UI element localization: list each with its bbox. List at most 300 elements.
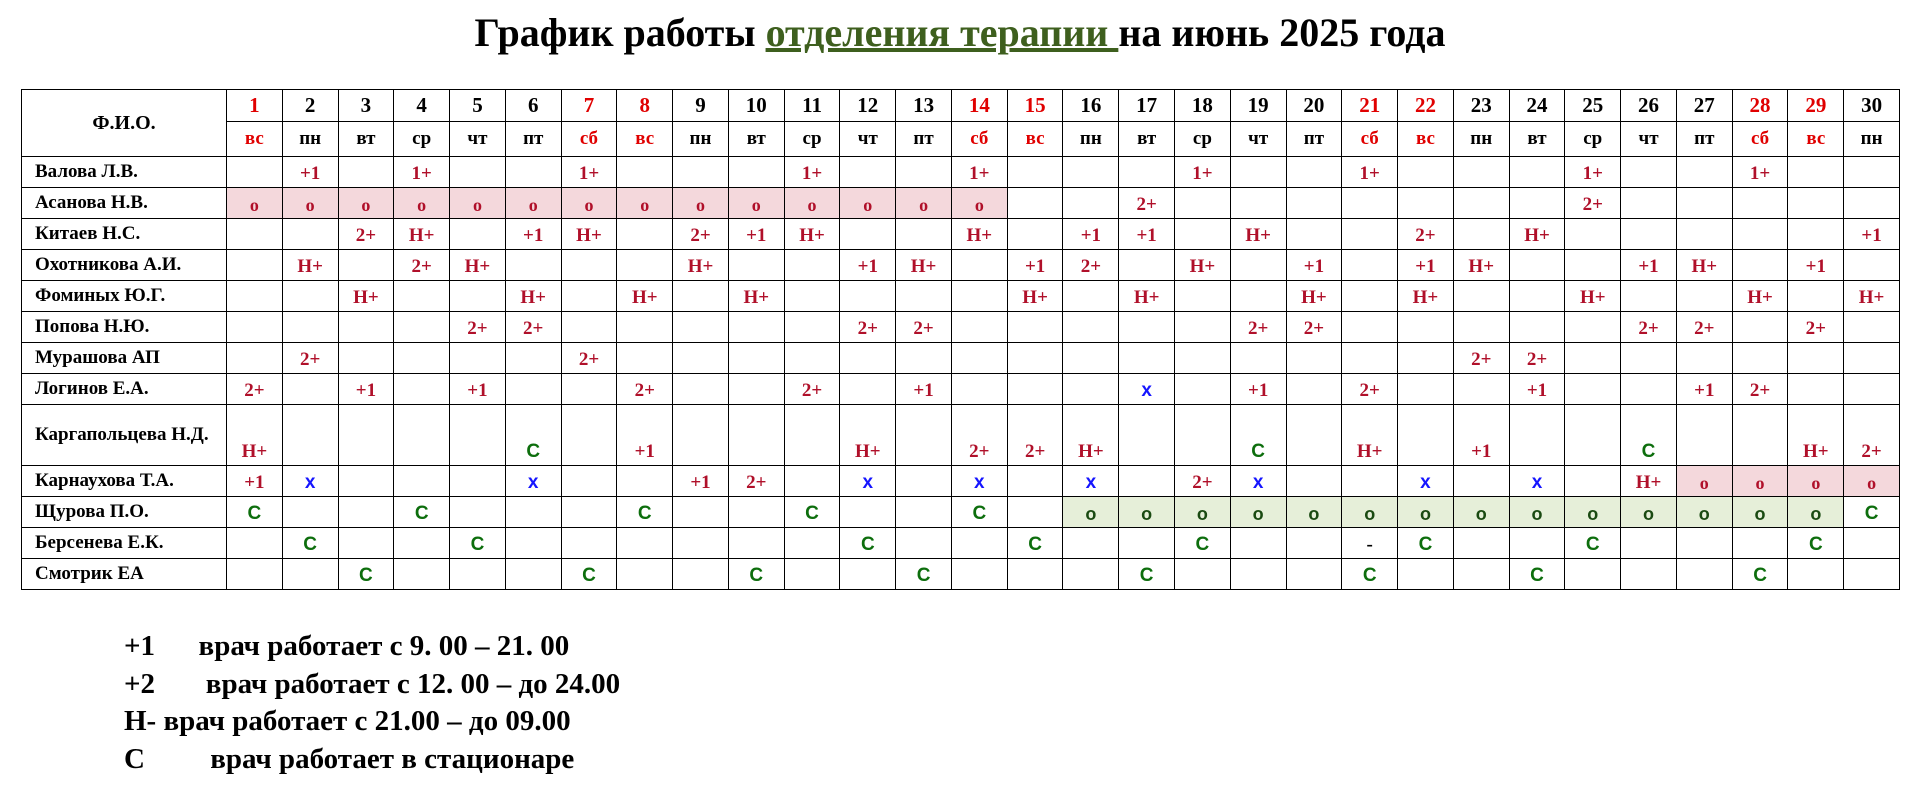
schedule-cell: Н+: [1509, 219, 1565, 250]
schedule-cell: [1844, 559, 1900, 590]
schedule-cell: [1844, 343, 1900, 374]
schedule-cell: [1286, 405, 1342, 466]
schedule-cell: Н+: [1063, 405, 1119, 466]
day-number-header: 15: [1007, 90, 1063, 122]
schedule-cell: [1063, 374, 1119, 405]
day-number-header: 10: [728, 90, 784, 122]
table-row: [22, 219, 1900, 250]
day-number-header: 5: [450, 90, 506, 122]
schedule-cell: [1844, 374, 1900, 405]
schedule-cell: [1621, 559, 1677, 590]
schedule-cell: [1063, 281, 1119, 312]
schedule-cell: 1+: [1175, 157, 1231, 188]
weekday-header: вс: [1007, 122, 1063, 157]
day-number-header: 4: [394, 90, 450, 122]
schedule-cell: 2+: [1565, 188, 1621, 219]
schedule-cell: Н+: [1175, 250, 1231, 281]
schedule-cell: [1732, 219, 1788, 250]
day-number-header: 30: [1844, 90, 1900, 122]
schedule-cell: [1286, 528, 1342, 559]
schedule-cell: +1: [1286, 250, 1342, 281]
schedule-cell: 2+: [1509, 343, 1565, 374]
weekday-header: пн: [1453, 122, 1509, 157]
schedule-cell: +1: [1063, 219, 1119, 250]
schedule-cell: Н+: [728, 281, 784, 312]
schedule-cell: [1788, 559, 1844, 590]
table-row: [22, 312, 1900, 343]
schedule-cell: [1230, 188, 1286, 219]
schedule-cell: о: [1565, 497, 1621, 528]
schedule-cell: х: [282, 466, 338, 497]
legend-item: [124, 741, 620, 779]
schedule-cell: [1509, 250, 1565, 281]
schedule-cell: [338, 466, 394, 497]
schedule-cell: [450, 219, 506, 250]
schedule-cell: 2+: [227, 374, 283, 405]
schedule-cell: [1621, 157, 1677, 188]
schedule-cell: [505, 374, 561, 405]
table-row: [22, 497, 1900, 528]
schedule-cell: [1732, 343, 1788, 374]
schedule-cell: +1: [1453, 405, 1509, 466]
schedule-cell: [951, 374, 1007, 405]
table-row: [22, 528, 1900, 559]
schedule-cell: [784, 405, 840, 466]
schedule-cell: [1230, 528, 1286, 559]
schedule-cell: [1007, 343, 1063, 374]
schedule-cell: Н+: [505, 281, 561, 312]
schedule-cell: С: [1844, 497, 1900, 528]
weekday-header: чт: [450, 122, 506, 157]
schedule-cell: +1: [840, 250, 896, 281]
schedule-cell: [1175, 281, 1231, 312]
schedule-cell: С: [951, 497, 1007, 528]
schedule-cell: [1175, 405, 1231, 466]
day-number-header: 11: [784, 90, 840, 122]
schedule-cell: [561, 405, 617, 466]
schedule-cell: [951, 343, 1007, 374]
schedule-cell: Н+: [338, 281, 394, 312]
schedule-cell: [394, 281, 450, 312]
schedule-cell: [617, 343, 673, 374]
schedule-cell: [505, 157, 561, 188]
schedule-cell: [1621, 374, 1677, 405]
schedule-cell: [1063, 312, 1119, 343]
legend-spacer: [155, 668, 206, 700]
schedule-cell: [1398, 312, 1454, 343]
schedule-cell: [561, 466, 617, 497]
schedule-cell: [227, 250, 283, 281]
schedule-cell: [673, 528, 729, 559]
schedule-cell: +1: [227, 466, 283, 497]
schedule-cell: о: [1676, 497, 1732, 528]
schedule-cell: 1+: [1565, 157, 1621, 188]
schedule-cell: [1007, 559, 1063, 590]
weekday-header: ср: [784, 122, 840, 157]
schedule-cell: 2+: [1398, 219, 1454, 250]
schedule-cell: Н+: [1119, 281, 1175, 312]
weekday-header: вс: [1398, 122, 1454, 157]
schedule-cell: о: [673, 188, 729, 219]
schedule-cell: [450, 343, 506, 374]
schedule-cell: [1732, 188, 1788, 219]
weekday-header: ср: [1175, 122, 1231, 157]
schedule-cell: [1342, 188, 1398, 219]
schedule-cell: х: [1063, 466, 1119, 497]
schedule-cell: 2+: [784, 374, 840, 405]
schedule-cell: С: [394, 497, 450, 528]
schedule-cell: [394, 528, 450, 559]
schedule-cell: 2+: [1621, 312, 1677, 343]
schedule-cell: [896, 466, 952, 497]
schedule-cell: [673, 374, 729, 405]
title-prefix: График работы: [474, 10, 766, 55]
day-number-header: 25: [1565, 90, 1621, 122]
schedule-cell: [1119, 405, 1175, 466]
day-number-header: 6: [505, 90, 561, 122]
schedule-cell: [505, 559, 561, 590]
schedule-cell: С: [1621, 405, 1677, 466]
table-row: [22, 343, 1900, 374]
schedule-cell: 2+: [1342, 374, 1398, 405]
schedule-cell: [617, 528, 673, 559]
schedule-cell: [1565, 219, 1621, 250]
schedule-cell: Н+: [450, 250, 506, 281]
schedule-cell: [450, 157, 506, 188]
schedule-cell: [505, 343, 561, 374]
schedule-cell: [1844, 157, 1900, 188]
schedule-cell: [951, 250, 1007, 281]
schedule-cell: о: [338, 188, 394, 219]
day-number-header: 9: [673, 90, 729, 122]
schedule-cell: [1063, 528, 1119, 559]
schedule-cell: Н+: [1788, 405, 1844, 466]
schedule-cell: [1565, 374, 1621, 405]
day-number-header: 26: [1621, 90, 1677, 122]
doctor-name: Логинов Е.А.: [22, 374, 227, 405]
weekday-header: вт: [1119, 122, 1175, 157]
schedule-cell: 2+: [1676, 312, 1732, 343]
schedule-cell: о: [951, 188, 1007, 219]
weekday-header: сб: [561, 122, 617, 157]
schedule-cell: [1509, 312, 1565, 343]
schedule-cell: [1230, 343, 1286, 374]
schedule-cell: [1007, 188, 1063, 219]
schedule-cell: +1: [728, 219, 784, 250]
doctor-name: Асанова Н.В.: [22, 188, 227, 219]
schedule-cell: [1453, 281, 1509, 312]
weekday-header: вт: [728, 122, 784, 157]
schedule-cell: [1007, 312, 1063, 343]
schedule-cell: [561, 281, 617, 312]
schedule-cell: +1: [896, 374, 952, 405]
schedule-cell: о: [1844, 466, 1900, 497]
day-number-header: 21: [1342, 90, 1398, 122]
schedule-cell: [1398, 559, 1454, 590]
schedule-cell: [1175, 343, 1231, 374]
schedule-cell: С: [728, 559, 784, 590]
schedule-cell: [282, 281, 338, 312]
table-row: [22, 250, 1900, 281]
schedule-cell: [840, 374, 896, 405]
legend-spacer: [145, 743, 210, 775]
schedule-cell: 2+: [1007, 405, 1063, 466]
schedule-cell: [1007, 157, 1063, 188]
schedule-cell: [1453, 559, 1509, 590]
schedule-cell: [338, 250, 394, 281]
schedule-cell: [617, 219, 673, 250]
schedule-cell: [1286, 188, 1342, 219]
schedule-cell: +1: [617, 405, 673, 466]
schedule-cell: о: [1732, 497, 1788, 528]
schedule-cell: [1844, 528, 1900, 559]
schedule-cell: [227, 528, 283, 559]
schedule-cell: [673, 157, 729, 188]
schedule-cell: [1509, 405, 1565, 466]
weekday-header: сб: [1732, 122, 1788, 157]
schedule-cell: +1: [673, 466, 729, 497]
weekday-header: чт: [1621, 122, 1677, 157]
schedule-cell: [951, 528, 1007, 559]
schedule-cell: Н+: [394, 219, 450, 250]
legend-spacer: [155, 630, 199, 662]
schedule-cell: 2+: [673, 219, 729, 250]
schedule-cell: [1509, 188, 1565, 219]
schedule-cell: +1: [1788, 250, 1844, 281]
schedule-cell: [1676, 528, 1732, 559]
schedule-cell: С: [282, 528, 338, 559]
schedule-cell: [1621, 281, 1677, 312]
schedule-cell: [1119, 250, 1175, 281]
schedule-cell: [282, 559, 338, 590]
schedule-cell: Н+: [1286, 281, 1342, 312]
schedule-cell: [1676, 219, 1732, 250]
schedule-cell: [1453, 528, 1509, 559]
schedule-cell: 1+: [1732, 157, 1788, 188]
day-number-header: 24: [1509, 90, 1565, 122]
schedule-cell: [840, 219, 896, 250]
weekday-header: ср: [1565, 122, 1621, 157]
schedule-cell: о: [617, 188, 673, 219]
schedule-cell: [338, 405, 394, 466]
legend-text: врач работает с 9. 00 – 21. 00: [198, 630, 570, 662]
schedule-cell: [1565, 343, 1621, 374]
schedule-cell: [1286, 219, 1342, 250]
schedule-cell: [227, 157, 283, 188]
schedule-cell: [1676, 559, 1732, 590]
day-number-header: 1: [227, 90, 283, 122]
schedule-cell: [1063, 188, 1119, 219]
schedule-cell: Н+: [1342, 405, 1398, 466]
schedule-cell: -: [1342, 528, 1398, 559]
schedule-cell: [1398, 343, 1454, 374]
schedule-cell: о: [1788, 466, 1844, 497]
schedule-cell: о: [1788, 497, 1844, 528]
schedule-cell: [338, 528, 394, 559]
schedule-cell: [1676, 281, 1732, 312]
schedule-cell: 2+: [617, 374, 673, 405]
schedule-cell: [282, 405, 338, 466]
schedule-cell: [1509, 528, 1565, 559]
weekday-header: сб: [1342, 122, 1398, 157]
weekday-header: вс: [617, 122, 673, 157]
schedule-cell: [673, 405, 729, 466]
schedule-cell: [896, 343, 952, 374]
schedule-cell: [1119, 343, 1175, 374]
schedule-cell: +1: [1844, 219, 1900, 250]
schedule-cell: [561, 250, 617, 281]
schedule-cell: С: [1175, 528, 1231, 559]
doctor-name: Щурова П.О.: [22, 497, 227, 528]
schedule-cell: [1788, 343, 1844, 374]
weekday-header: вт: [1509, 122, 1565, 157]
schedule-cell: о: [1732, 466, 1788, 497]
day-number-header: 27: [1676, 90, 1732, 122]
schedule-cell: [840, 559, 896, 590]
schedule-cell: [1230, 250, 1286, 281]
day-number-header: 19: [1230, 90, 1286, 122]
schedule-cell: х: [1398, 466, 1454, 497]
schedule-cell: о: [1676, 466, 1732, 497]
schedule-cell: [1342, 343, 1398, 374]
schedule-cell: [840, 157, 896, 188]
schedule-cell: [1732, 250, 1788, 281]
schedule-cell: [1732, 312, 1788, 343]
weekday-header: пт: [1286, 122, 1342, 157]
schedule-cell: [505, 250, 561, 281]
schedule-cell: [784, 343, 840, 374]
schedule-cell: [896, 157, 952, 188]
schedule-cell: 2+: [951, 405, 1007, 466]
schedule-cell: [673, 497, 729, 528]
day-number-header: 14: [951, 90, 1007, 122]
legend-text: врач работает в стационаре: [210, 742, 575, 775]
legend-item: [124, 703, 620, 741]
weekday-header: пн: [282, 122, 338, 157]
schedule-cell: х: [840, 466, 896, 497]
schedule-cell: [227, 312, 283, 343]
schedule-cell: [1565, 405, 1621, 466]
schedule-cell: [1453, 312, 1509, 343]
schedule-cell: [1286, 466, 1342, 497]
schedule-cell: [617, 157, 673, 188]
table-row: [22, 374, 1900, 405]
schedule-cell: Н+: [951, 219, 1007, 250]
legend: [124, 628, 620, 778]
schedule-cell: [1063, 559, 1119, 590]
schedule-cell: С: [1565, 528, 1621, 559]
weekday-header: чт: [840, 122, 896, 157]
schedule-cell: 2+: [1286, 312, 1342, 343]
doctor-name: Китаев Н.С.: [22, 219, 227, 250]
schedule-cell: [840, 497, 896, 528]
doctor-name: Фоминых Ю.Г.: [22, 281, 227, 312]
schedule-cell: Н+: [1453, 250, 1509, 281]
schedule-cell: +1: [282, 157, 338, 188]
doctor-name: Смотрик ЕА: [22, 559, 227, 590]
schedule-cell: 2+: [338, 219, 394, 250]
schedule-cell: 1+: [784, 157, 840, 188]
schedule-cell: [728, 343, 784, 374]
schedule-cell: 2+: [1844, 405, 1900, 466]
schedule-cell: [728, 405, 784, 466]
schedule-cell: Н+: [1398, 281, 1454, 312]
day-number-header: 16: [1063, 90, 1119, 122]
schedule-cell: 2+: [1732, 374, 1788, 405]
schedule-cell: [1230, 157, 1286, 188]
schedule-cell: Н+: [1676, 250, 1732, 281]
weekday-header: вс: [1788, 122, 1844, 157]
schedule-cell: [450, 281, 506, 312]
schedule-cell: С: [617, 497, 673, 528]
schedule-cell: о: [1621, 497, 1677, 528]
schedule-cell: [1286, 157, 1342, 188]
schedule-cell: [394, 559, 450, 590]
schedule-table: [21, 89, 1900, 590]
schedule-cell: [1788, 157, 1844, 188]
schedule-cell: Н+: [1230, 219, 1286, 250]
schedule-cell: [394, 466, 450, 497]
schedule-cell: С: [1230, 405, 1286, 466]
weekday-header: пн: [1063, 122, 1119, 157]
schedule-cell: [728, 528, 784, 559]
schedule-cell: [1732, 405, 1788, 466]
schedule-cell: [450, 405, 506, 466]
schedule-cell: [1844, 188, 1900, 219]
schedule-cell: +1: [1676, 374, 1732, 405]
schedule-cell: [561, 312, 617, 343]
day-number-header: 8: [617, 90, 673, 122]
schedule-cell: о: [1398, 497, 1454, 528]
schedule-cell: С: [784, 497, 840, 528]
schedule-cell: [673, 281, 729, 312]
schedule-cell: [450, 559, 506, 590]
schedule-cell: [728, 250, 784, 281]
doctor-name: Охотникова А.И.: [22, 250, 227, 281]
schedule-cell: [1342, 466, 1398, 497]
weekday-header: пт: [896, 122, 952, 157]
day-number-header: 22: [1398, 90, 1454, 122]
schedule-cell: Н+: [561, 219, 617, 250]
schedule-cell: 2+: [728, 466, 784, 497]
schedule-cell: [784, 528, 840, 559]
schedule-cell: [1398, 157, 1454, 188]
page-title: [0, 8, 1920, 58]
schedule-cell: [1342, 281, 1398, 312]
schedule-cell: [561, 497, 617, 528]
schedule-cell: +1: [338, 374, 394, 405]
schedule-cell: С: [896, 559, 952, 590]
schedule-cell: о: [728, 188, 784, 219]
schedule-cell: [1732, 528, 1788, 559]
schedule-cell: [1621, 188, 1677, 219]
schedule-cell: С: [1398, 528, 1454, 559]
schedule-cell: [450, 497, 506, 528]
schedule-cell: 2+: [450, 312, 506, 343]
schedule-cell: [1565, 559, 1621, 590]
schedule-cell: [227, 219, 283, 250]
schedule-cell: [617, 559, 673, 590]
schedule-cell: 2+: [1788, 312, 1844, 343]
schedule-cell: [617, 312, 673, 343]
schedule-cell: [1175, 559, 1231, 590]
schedule-cell: [728, 497, 784, 528]
schedule-cell: [338, 157, 394, 188]
schedule-cell: 2+: [1453, 343, 1509, 374]
schedule-cell: о: [1453, 497, 1509, 528]
schedule-cell: о: [784, 188, 840, 219]
schedule-cell: [951, 559, 1007, 590]
